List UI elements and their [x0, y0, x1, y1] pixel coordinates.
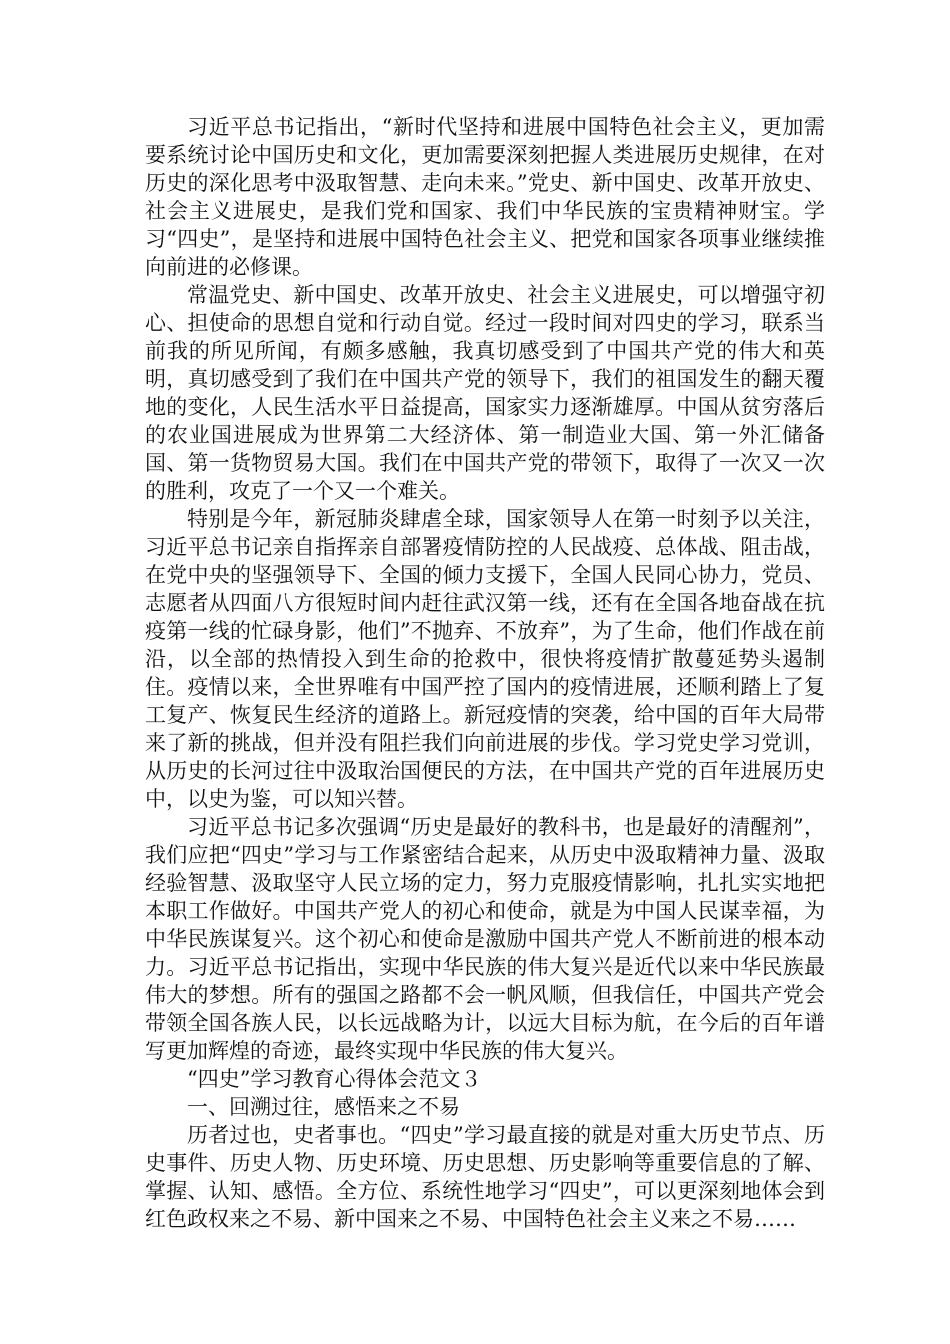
section-title: “四史”学习教育心得体会范文３ [187, 1067, 482, 1091]
paragraph-3: 特别是今年，新冠肺炎肆虐全球，国家领导人在第一时刻予以关注，习近平总书记亲自指挥亲自部署疫情防控的人民战疫、总体战、阻击战，在党中央的坚强领导下、全国的倾力支援下，全国人民同心协力，党员、志愿者从四面八方很短时间内赶往武汉第一线，还有在全国各地奋战在抗疫第一线的忙碌身影，他们”不抛弃、不放弃”，为了生命，他们作战在前沿，以全部的热情投入到生命的抢救中，很快将疫情扩散蔓延势头遏制住。疫情以来，全世界唯有中国严控了国内的疫情进展，还顺利踏上了复工复产、恢复民生经济的道路上。新冠疫情的突袭，给中国的百年大局带来了新的挑战，但并没有阻拦我们向前进展的步伐。学习党史学习党训，从历史的长河过往中汲取治国便民的方法，在中国共产党的百年进展历史中，以史为鉴，可以知兴替。 [145, 507, 825, 811]
paragraph-5: 历者过也，史者事也。“四史”学习最直接的就是对重大历史节点、历史事件、历史人物、历史环境、历史思想、历史影响等重要信息的了解、掌握、认知、感悟。全方位、系统性地学习“四史”，可以更深刻地体会到红色政权来之不易、新中国来之不易、中国特色社会主义来之不易…… [145, 1123, 825, 1231]
paragraph-1: 习近平总书记指出，“新时代坚持和进展中国特色社会主义，更加需要系统讨论中国历史和文化，更加需要深刻把握人类进展历史规律，在对历史的深化思考中汲取智慧、走向未来。”党史、新中国史、改革开放史、社会主义进展史，是我们党和国家、我们中华民族的宝贵精神财宝。学习“四史”，是坚持和进展中国特色社会主义、把党和国家各项事业继续推向前进的必修课。 [145, 115, 825, 279]
subheading: 一、回溯过往，感悟来之不易 [187, 1095, 460, 1119]
document-body [145, 113, 825, 1233]
paragraph-4: 习近平总书记多次强调“历史是最好的教科书，也是最好的清醒剂”，我们应把“四史”学习与工作紧密结合起来，从历史中汲取精神力量、汲取经验智慧、汲取坚守人民立场的定力，努力克服疫情影响，扎扎实实地把本职工作做好。中国共产党人的初心和使命，就是为中国人民谋幸福，为中华民族谋复兴。这个初心和使命是激励中国共产党人不断前进的根本动力。习近平总书记指出，实现中华民族的伟大复兴是近代以来中华民族最伟大的梦想。所有的强国之路都不会一帆风顺，但我信任，中国共产党会带领全国各族人民，以长远战略为计，以远大目标为航，在今后的百年谱写更加辉煌的奇迹，最终实现中华民族的伟大复兴。 [145, 815, 825, 1063]
paragraph-2: 常温党史、新中国史、改革开放史、社会主义进展史，可以增强守初心、担使命的思想自觉和行动自觉。经过一段时间对四史的学习，联系当前我的所见所闻，有颇多感触，我真切感受到了中国共产党的伟大和英明，真切感受到了我们在中国共产党的领导下，我们的祖国发生的翻天覆地的变化，人民生活水平日益提高，国家实力逐渐雄厚。中国从贫穷落后的农业国进展成为世界第二大经济体、第一制造业大国、第一外汇储备国、第一货物贸易大国。我们在中国共产党的带领下，取得了一次又一次的胜利，攻克了一个又一个难关。 [145, 283, 825, 503]
